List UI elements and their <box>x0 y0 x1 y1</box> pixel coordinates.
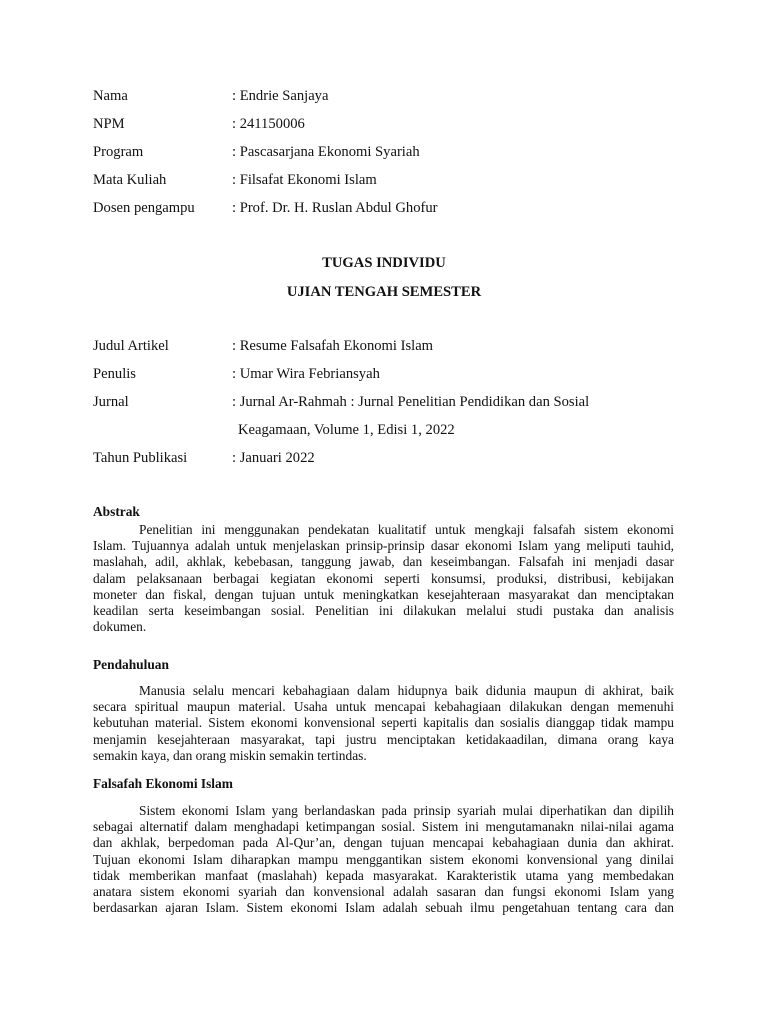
paragraph-line: Sistem ekonomi Islam yang berlandaskan pada prinsip syariah mulai diperhatikan dan dipilih <box>139 803 674 818</box>
document-title-line1: TUGAS INDIVIDU <box>322 255 446 271</box>
info-value: : Resume Falsafah Ekonomi Islam <box>232 338 434 354</box>
paragraph-line: menjamin kesejahteraan masyarakat, tapi justru menciptakan ketidakaadilan, dimana orang kaya <box>93 731 674 747</box>
info-label: Program <box>93 144 144 160</box>
paragraph-falsafah <box>93 803 674 916</box>
info-label: Mata Kuliah <box>93 172 167 188</box>
paragraph-line: Tujuan ekonomi Islam diharapkan mampu menggantikan sistem ekonomi konvensional yang dinilai <box>93 851 674 867</box>
info-value: : Jurnal Ar-Rahmah : Jurnal Penelitian Pendidikan dan Sosial <box>232 394 590 410</box>
info-value: : Januari 2022 <box>232 450 315 466</box>
info-label: NPM <box>93 116 125 132</box>
info-label: Dosen pengampu <box>93 200 195 216</box>
paragraph-line: kebutuhan material. Sistem ekonomi konvensional seperti kapitalis dan sosialis dianggap tidak mampu <box>93 715 674 731</box>
info-label: Judul Artikel <box>93 338 169 354</box>
paragraph-line: anatara sistem ekonomi syariah dan konvensional adalah sasaran dan fungsi ekonomi Islam yang <box>93 883 674 899</box>
paragraph-line: dokumen. <box>93 619 147 635</box>
paragraph-line: Penelitian ini menggunakan pendekatan kualitatif untuk mengkaji falsafah sistem ekonomi <box>139 522 674 537</box>
paragraph-abstrak <box>93 522 674 635</box>
paragraph-pendahuluan <box>93 683 674 764</box>
info-value-continuation: Keagamaan, Volume 1, Edisi 1, 2022 <box>238 422 455 438</box>
section-heading-pendahuluan: Pendahuluan <box>93 657 169 672</box>
info-label: Tahun Publikasi <box>93 450 188 466</box>
paragraph-line: sebagai alternatif dalam menghadapi ketimpangan sosial. Sistem ini mengutamanakn nilai-nilai agama <box>93 819 674 835</box>
info-value: : Umar Wira Febriansyah <box>232 366 380 382</box>
paragraph-line: tidak memberikan manfaat (maslahah) kepada masyarakat. Karakteristik utama yang membedakan <box>93 867 674 883</box>
paragraph-line: Manusia selalu mencari kebahagiaan dalam hidupnya baik didunia maupun di akhirat, baik <box>139 683 674 698</box>
info-value: : Filsafat Ekonomi Islam <box>232 172 377 188</box>
paragraph-line: dan akhlak, berpedoman pada Al-Qur’an, dengan tujuan mencapai kebahagiaan dunia dan akhirat. <box>93 835 674 851</box>
paragraph-line: Islam. Tujuannya adalah untuk menjelaskan prinsip-prinsip dasar ekonomi Islam yang meliputi tauhid, <box>93 538 674 554</box>
info-value: : Pascasarjana Ekonomi Syariah <box>232 144 420 160</box>
info-label: Nama <box>93 88 128 104</box>
document-title-line2: UJIAN TENGAH SEMESTER <box>286 284 482 300</box>
info-value: : Prof. Dr. H. Ruslan Abdul Ghofur <box>232 200 438 216</box>
paragraph-line: moneter dan fiskal, dengan tujuan untuk meningkatkan kesejahteraan masyarakat dan menciptakan <box>93 586 674 602</box>
section-heading-abstrak: Abstrak <box>93 504 140 519</box>
info-label: Penulis <box>93 366 136 382</box>
section-heading-falsafah: Falsafah Ekonomi Islam <box>93 776 233 791</box>
info-value: : 241150006 <box>232 116 305 132</box>
info-label: Jurnal <box>93 394 129 410</box>
paragraph-line: semakin kaya, dan orang miskin semakin tertindas. <box>93 747 367 763</box>
paragraph-line: maslahah, adil, akhlak, kebebasan, tanggung jawab, dan keseimbangan. Falsafah ini menjadi dasar <box>93 554 674 570</box>
paragraph-line: berdasarkan ajaran Islam. Sistem ekonomi Islam adalah sebuah ilmu pengetahuan tentang cara dan <box>93 900 674 916</box>
paragraph-line: secara spiritual maupun material. Usaha untuk mencapai kebahagiaan dilakukan dengan memenuhi <box>93 699 674 715</box>
info-value: : Endrie Sanjaya <box>232 88 329 104</box>
paragraph-line: keadilan serta keseimbangan sosial. Penelitian ini dilakukan melalui studi pustaka dan analisis <box>93 602 674 618</box>
paragraph-line: dalam pelaksanaan berbagai kegiatan ekonomi seperti konsumsi, produksi, distribusi, kebijakan <box>93 570 674 586</box>
